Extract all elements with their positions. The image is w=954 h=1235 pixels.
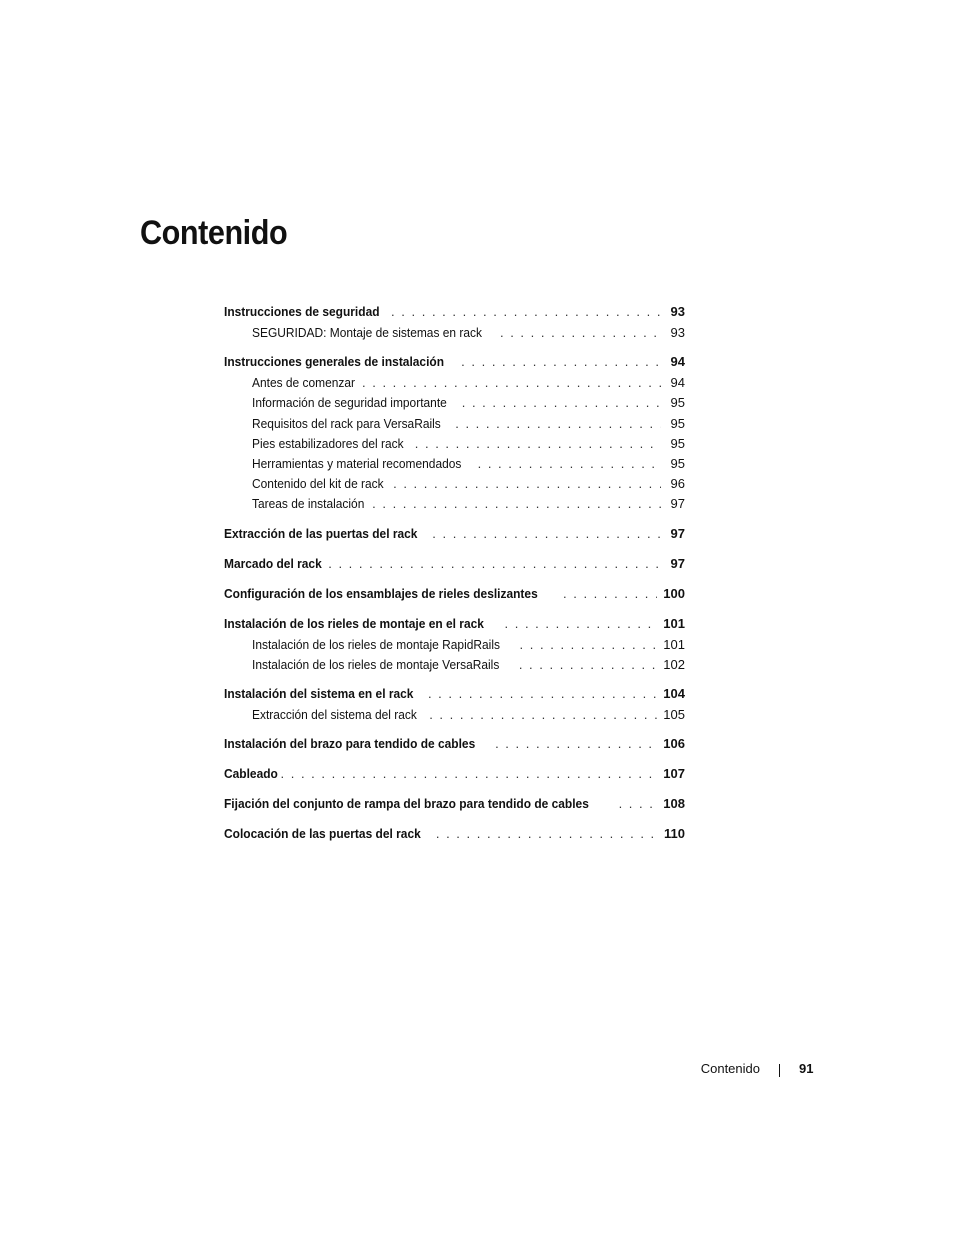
toc-entry-title: Marcado del rack (224, 555, 322, 571)
toc-entry-title: Instrucciones de seguridad (224, 304, 380, 319)
toc-entry-page: 94 (670, 354, 685, 370)
toc-entry-page: 97 (670, 555, 685, 571)
toc-entry-page: 107 (663, 766, 685, 782)
toc-entry-page: 95 (670, 435, 685, 451)
toc-dot-leader (520, 635, 658, 655)
footer-section-label: Contenido (700, 1061, 760, 1076)
toc-entry-page: 100 (663, 585, 685, 601)
toc-subentry[interactable] (224, 393, 685, 413)
footer-separator (779, 1064, 780, 1077)
toc-subentry[interactable] (224, 454, 685, 474)
toc-entry[interactable] (224, 350, 685, 373)
toc-entry-title: Instrucciones generales de instalación (224, 354, 445, 370)
toc-entry-page: 95 (670, 415, 685, 431)
toc-subentry[interactable] (224, 373, 685, 393)
toc-dot-leader (455, 414, 661, 434)
toc-entry-page: 96 (670, 476, 685, 492)
toc-entry-title: Requisitos del rack para VersaRails (252, 415, 441, 431)
toc-entry-title: Instalación de los rieles de montaje VersaRails (252, 656, 500, 672)
toc-dot-leader (436, 822, 658, 845)
toc-entry-page: 101 (663, 636, 685, 652)
toc-entry-title: Colocación de las puertas del rack (224, 826, 421, 842)
table-of-contents (224, 300, 685, 845)
toc-dot-leader (461, 350, 661, 373)
toc-dot-leader (372, 494, 661, 514)
toc-entry-title: Tareas de instalación (252, 496, 365, 512)
toc-entry[interactable] (224, 762, 685, 785)
toc-entry-page: 93 (670, 325, 685, 340)
toc-entry-page: 102 (663, 656, 685, 672)
toc-entry-title: Instalación del brazo para tendido de cables (224, 736, 476, 752)
toc-entry[interactable] (224, 612, 685, 635)
toc-entry-page: 97 (670, 525, 685, 541)
toc-dot-leader (563, 582, 657, 605)
toc-dot-leader (428, 682, 657, 705)
toc-entry-title: Extracción del sistema del rack (252, 706, 417, 722)
footer-page-number: 91 (799, 1061, 814, 1076)
toc-subentry[interactable] (224, 494, 685, 514)
toc-entry-title: Contenido del kit de rack (252, 476, 384, 492)
toc-entry[interactable] (224, 522, 685, 545)
toc-entry[interactable] (224, 822, 685, 845)
toc-entry-title: SEGURIDAD: Montaje de sistemas en rack (252, 325, 482, 340)
toc-entry-page: 95 (670, 455, 685, 471)
toc-entry-title: Configuración de los ensamblajes de rieles deslizantes (224, 585, 538, 601)
toc-entry[interactable] (224, 732, 685, 755)
page-footer (0, 1061, 954, 1081)
toc-entry[interactable] (224, 552, 685, 575)
toc-entry-page: 101 (663, 615, 685, 631)
toc-entry-title: Instalación del sistema en el rack (224, 685, 414, 701)
toc-entry[interactable] (224, 582, 685, 605)
page-title: Contenido (140, 214, 288, 252)
toc-dot-leader (415, 434, 661, 454)
toc-entry-title: Información de seguridad importante (252, 395, 447, 411)
toc-dot-leader (429, 705, 657, 725)
toc-dot-leader (500, 323, 661, 343)
toc-entry-page: 104 (663, 685, 685, 701)
toc-dot-leader (362, 373, 661, 393)
toc-entry-title: Instalación de los rieles de montaje en el rack (224, 615, 484, 631)
toc-subentry[interactable] (224, 434, 685, 454)
toc-entry-page: 93 (670, 304, 685, 319)
toc-subentry[interactable] (224, 323, 685, 343)
toc-entry-page: 94 (670, 375, 685, 391)
toc-entry[interactable] (224, 792, 685, 815)
toc-entry-title: Cableado (224, 766, 278, 782)
toc-subentry[interactable] (224, 474, 685, 494)
toc-dot-leader (505, 612, 658, 635)
toc-entry-title: Fijación del conjunto de rampa del brazo para tendido de cables (224, 796, 589, 812)
toc-subentry[interactable] (224, 635, 685, 655)
toc-entry-page: 106 (663, 736, 685, 752)
toc-dot-leader (478, 454, 661, 474)
toc-dot-leader (519, 655, 657, 675)
toc-dot-leader (462, 393, 661, 413)
toc-subentry[interactable] (224, 414, 685, 434)
toc-dot-leader (495, 732, 657, 755)
toc-dot-leader (432, 522, 661, 545)
toc-entry-title: Instalación de los rieles de montaje RapidRails (252, 636, 500, 652)
toc-subentry[interactable] (224, 705, 685, 725)
toc-entry-title: Herramientas y material recomendados (252, 455, 462, 471)
toc-dot-leader (328, 552, 661, 575)
toc-entry-page: 97 (670, 496, 685, 512)
toc-dot-leader (281, 762, 658, 785)
toc-entry-title: Extracción de las puertas del rack (224, 525, 418, 541)
toc-entry[interactable] (224, 300, 685, 323)
toc-entry-title: Pies estabilizadores del rack (252, 435, 404, 451)
toc-subentry[interactable] (224, 655, 685, 675)
toc-dot-leader (619, 792, 658, 815)
toc-entry[interactable] (224, 682, 685, 705)
toc-dot-leader (393, 474, 661, 494)
toc-entry-page: 110 (664, 826, 685, 842)
toc-entry-page: 105 (663, 706, 685, 722)
toc-dot-leader (391, 300, 661, 323)
toc-entry-page: 95 (670, 395, 685, 411)
toc-entry-title: Antes de comenzar (252, 375, 356, 391)
toc-entry-page: 108 (663, 796, 685, 812)
